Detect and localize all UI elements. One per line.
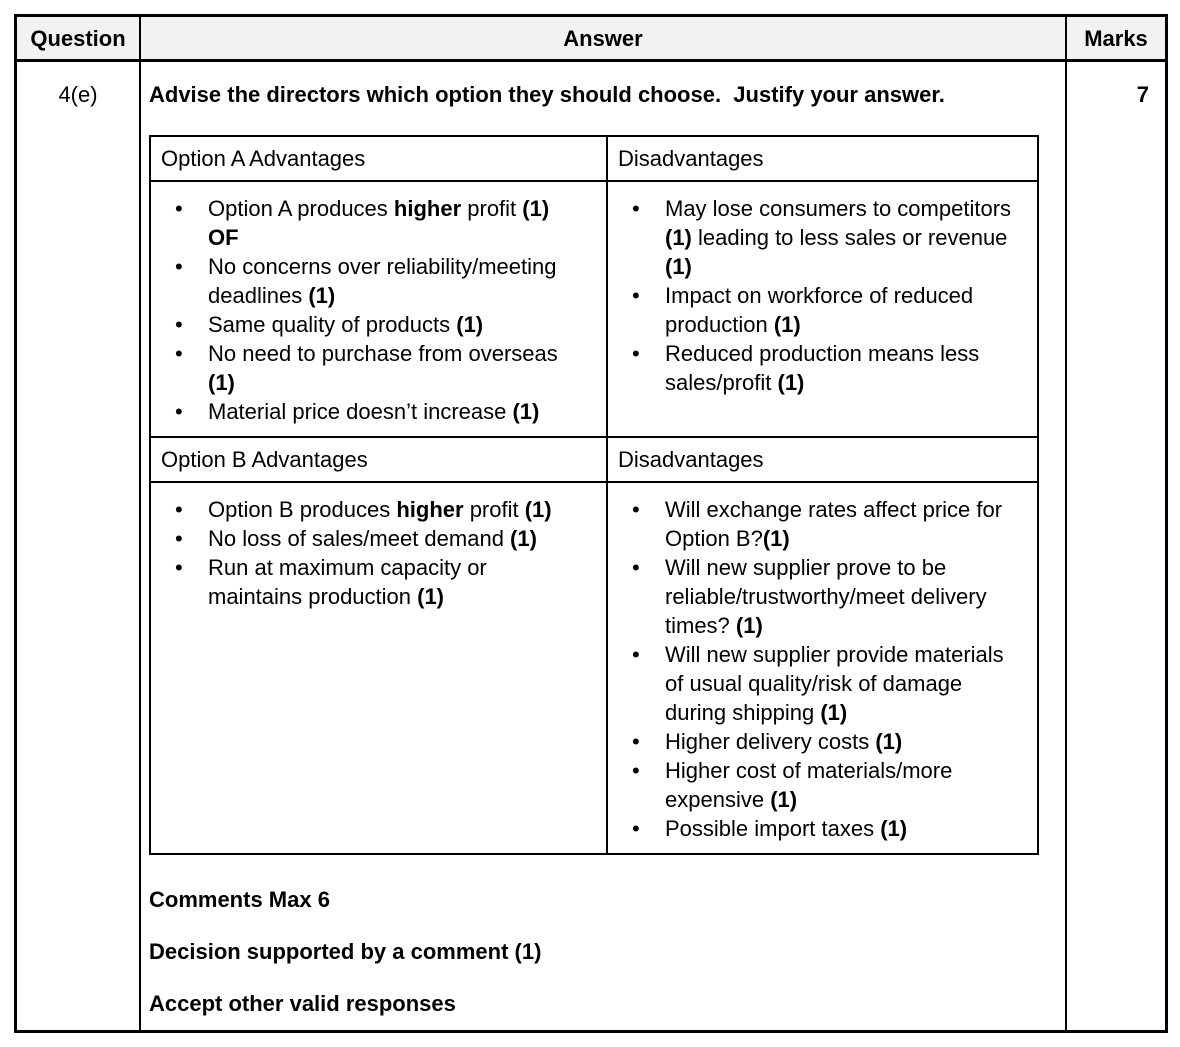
bold-text: (1) bbox=[208, 370, 235, 395]
text: Will new supplier provide materials bbox=[665, 642, 1004, 667]
option-a-advantages-list-items bbox=[151, 194, 602, 426]
marks-column-header: Marks bbox=[1065, 17, 1165, 62]
bold-text: (1) bbox=[735, 613, 763, 638]
list-item bbox=[608, 553, 1033, 640]
answer-column-header: Answer bbox=[141, 17, 1065, 62]
text: sales/profit bbox=[665, 370, 778, 395]
bullet-icon: • bbox=[632, 555, 640, 580]
question-number: 4(e) bbox=[58, 82, 98, 107]
bold-text: (1) bbox=[770, 787, 798, 812]
text: Same quality of products bbox=[208, 312, 457, 337]
text: Impact on workforce of reduced bbox=[665, 283, 974, 308]
comments-notes bbox=[149, 885, 1065, 1018]
bullet-icon: • bbox=[175, 341, 183, 366]
answer-cell bbox=[141, 62, 1065, 1030]
bullet-icon: • bbox=[175, 399, 183, 424]
bold-text: (1) bbox=[880, 816, 908, 841]
text: profit bbox=[463, 497, 525, 522]
note: Accept other valid responses bbox=[149, 991, 456, 1016]
option-a-disadvantages-list-items bbox=[608, 194, 1033, 397]
bold-text: higher bbox=[396, 497, 464, 522]
list-item bbox=[608, 339, 1033, 397]
text: during shipping bbox=[665, 700, 821, 725]
text: reliable/trustworthy/meet delivery bbox=[665, 584, 987, 609]
list-item bbox=[151, 397, 602, 426]
bullet-icon: • bbox=[632, 642, 640, 667]
bold-text: (1) bbox=[308, 283, 336, 308]
bold-text: (1) bbox=[665, 225, 692, 250]
text: times? bbox=[665, 613, 736, 638]
question-column-header: Question bbox=[17, 17, 141, 62]
text: Will exchange rates affect price for bbox=[665, 497, 1003, 522]
bold-text: (1) bbox=[417, 584, 445, 609]
text: Higher delivery costs bbox=[665, 729, 876, 754]
bullet-icon: • bbox=[175, 555, 183, 580]
marks-cell bbox=[1065, 62, 1165, 1030]
note: Comments Max 6 bbox=[149, 887, 330, 912]
bullet-icon: • bbox=[175, 497, 183, 522]
options-table bbox=[149, 135, 1039, 855]
list-item bbox=[151, 252, 602, 310]
text: May lose consumers to competitors bbox=[665, 196, 1012, 221]
bullet-icon: • bbox=[632, 816, 640, 841]
list-item bbox=[151, 194, 602, 252]
bold-text: (1) bbox=[875, 729, 903, 754]
text: Material price doesn’t increase bbox=[208, 399, 513, 424]
text: Option B produces bbox=[208, 497, 397, 522]
bold-text: (1) bbox=[762, 526, 790, 551]
bold-text: (1) bbox=[777, 370, 805, 395]
list-item bbox=[608, 814, 1033, 843]
bullet-icon: • bbox=[632, 196, 640, 221]
bullet-icon: • bbox=[632, 497, 640, 522]
option-b-advantages-list-items bbox=[151, 495, 602, 611]
text: of usual quality/risk of damage bbox=[665, 671, 963, 696]
list-item bbox=[608, 495, 1033, 553]
option-b-advantages-list bbox=[151, 483, 608, 853]
text: expensive bbox=[665, 787, 771, 812]
text: No need to purchase from overseas bbox=[208, 341, 558, 366]
list-item bbox=[608, 756, 1033, 814]
list-item bbox=[608, 640, 1033, 727]
bullet-icon: • bbox=[632, 758, 640, 783]
question-number-cell bbox=[17, 62, 141, 1030]
bold-text: (1) bbox=[456, 312, 484, 337]
list-item bbox=[151, 524, 602, 553]
text: Higher cost of materials/more bbox=[665, 758, 953, 783]
option-a-disadvantages-header: Disadvantages bbox=[608, 137, 1037, 182]
option-a-advantages-list bbox=[151, 182, 608, 438]
bullet-icon: • bbox=[632, 729, 640, 754]
option-b-advantages-header: Option B Advantages bbox=[151, 438, 608, 483]
option-a-advantages-header: Option A Advantages bbox=[151, 137, 608, 182]
text: No loss of sales/meet demand bbox=[208, 526, 511, 551]
bold-text: (1) bbox=[510, 526, 537, 551]
list-item bbox=[151, 495, 602, 524]
bullet-icon: • bbox=[632, 341, 640, 366]
bold-text: higher bbox=[393, 196, 462, 221]
bold-text: (1) bbox=[665, 254, 692, 279]
bullet-icon: • bbox=[175, 526, 183, 551]
bullet-icon: • bbox=[175, 254, 183, 279]
list-item bbox=[608, 727, 1033, 756]
bullet-icon: • bbox=[175, 312, 183, 337]
bold-text: (1) bbox=[524, 497, 552, 522]
bold-text: (1) bbox=[820, 700, 848, 725]
bold-text: (1) bbox=[522, 196, 550, 221]
text: No concerns over reliability/meeting bbox=[208, 254, 557, 279]
bullet-icon: • bbox=[175, 196, 183, 221]
list-item bbox=[151, 339, 602, 397]
note: Decision supported by a comment (1) bbox=[149, 939, 542, 964]
bullet-icon: • bbox=[632, 283, 640, 308]
bold-text: OF bbox=[208, 225, 239, 250]
text: production bbox=[665, 312, 774, 337]
text: Will new supplier prove to be bbox=[665, 555, 947, 580]
text: deadlines bbox=[208, 283, 309, 308]
bold-text: (1) bbox=[773, 312, 801, 337]
list-item bbox=[151, 553, 602, 611]
text: Reduced production means less bbox=[665, 341, 980, 366]
text: profit bbox=[461, 196, 523, 221]
list-item bbox=[151, 310, 602, 339]
option-b-disadvantages-list bbox=[608, 483, 1037, 853]
text: maintains production bbox=[208, 584, 418, 609]
list-item bbox=[608, 194, 1033, 281]
mark-scheme-table bbox=[14, 14, 1168, 1033]
option-a-disadvantages-list bbox=[608, 182, 1037, 438]
bold-text: (1) bbox=[512, 399, 540, 424]
question-prompt: Advise the directors which option they should choose. Justify your answer. bbox=[149, 82, 945, 107]
list-item bbox=[608, 281, 1033, 339]
text: Possible import taxes bbox=[665, 816, 881, 841]
text: Option A produces bbox=[208, 196, 394, 221]
text: Option B? bbox=[665, 526, 763, 551]
option-b-disadvantages-list-items bbox=[608, 495, 1033, 843]
text: Run at maximum capacity or bbox=[208, 555, 487, 580]
text: leading to less sales or revenue bbox=[691, 225, 1008, 250]
marks-value: 7 bbox=[1136, 82, 1149, 107]
option-b-disadvantages-header: Disadvantages bbox=[608, 438, 1037, 483]
